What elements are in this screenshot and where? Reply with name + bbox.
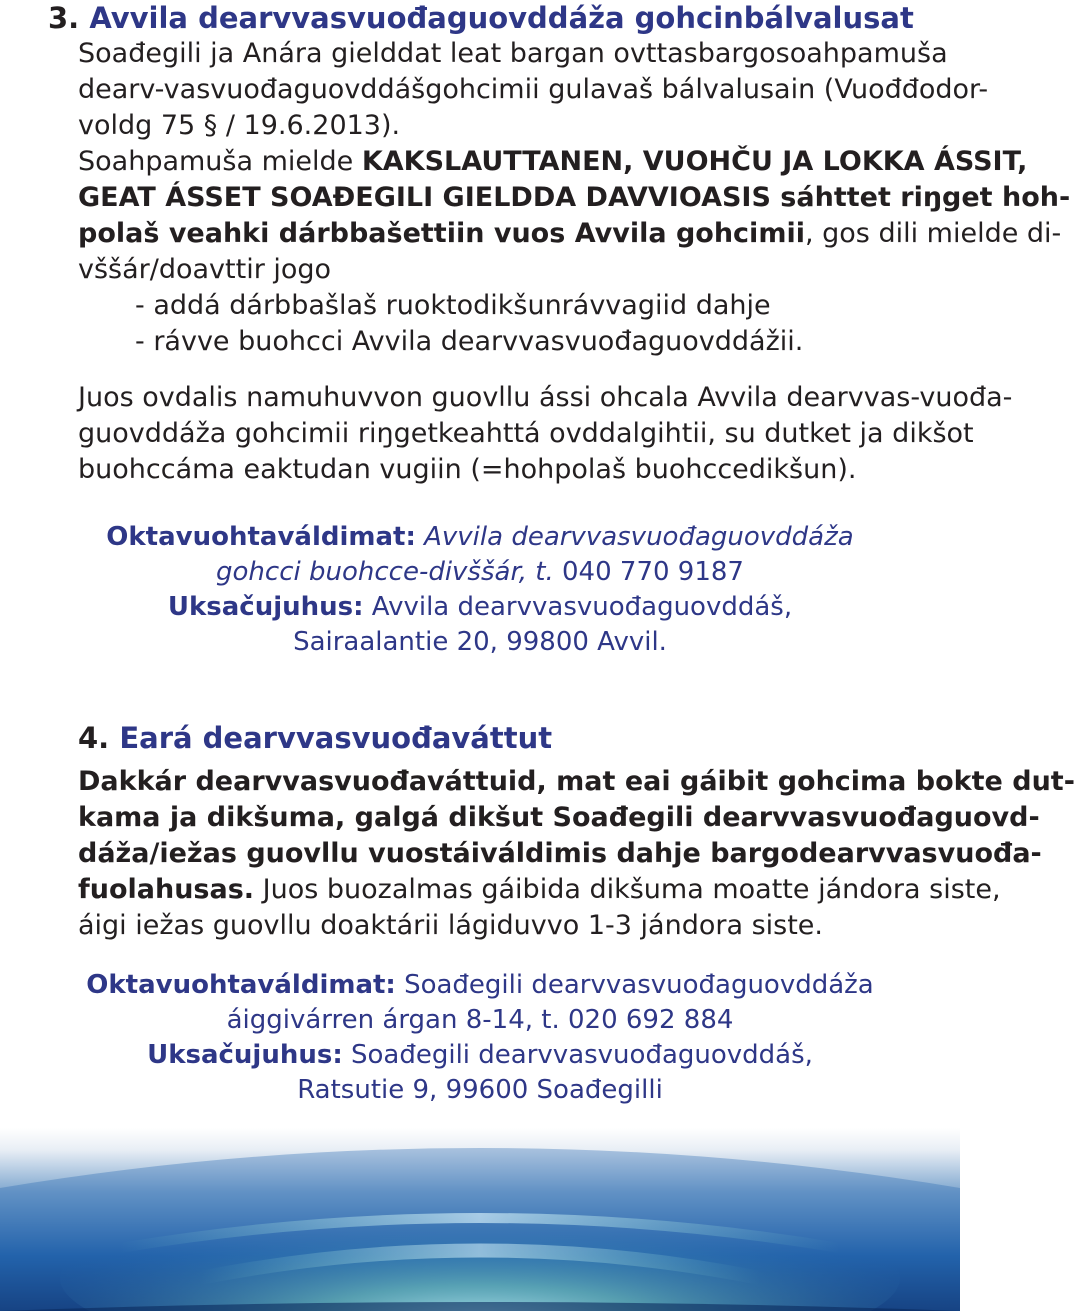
s4-line-4-regular: Juos buozalmas gáibida dikšuma moatte jándora siste, — [254, 874, 1001, 905]
contact4-address: Ratsutie 9, 99600 Soađegilli — [297, 1075, 663, 1105]
contact3-value-1: Avvila dearvvasvuođaguovddáža — [415, 522, 854, 552]
section-4-number: 4. — [78, 721, 110, 755]
para3-line-1: Juos ovdalis namuhuvvon guovllu ássi ohcala Avvila dearvvas-vuođa- — [78, 382, 1013, 413]
contact4-line-3 — [40, 1038, 920, 1073]
para2-line-1-bold: KAKSLAUTTANEN, VUOHČU JA LOKKA ÁSSIT, — [361, 146, 1028, 177]
para2-line-2: GEAT ÁSSET SOAĐEGILI GIELDDA DAVVIOASIS sáhttet riŋget hoh- — [78, 182, 1071, 213]
section-3-contact — [40, 520, 920, 660]
section-4 — [78, 720, 1075, 944]
section-4-contact — [40, 968, 920, 1108]
para2-line-1-regular: Soahpamuša mielde — [78, 146, 362, 177]
section-3-heading — [48, 0, 918, 36]
intro-line-3: voldg 75 § / 19.6.2013). — [78, 110, 401, 141]
contact3-line-2-italic: gohcci buohcce-divššár, t. — [216, 557, 554, 587]
contact3-line-1 — [40, 520, 920, 555]
para2-line-3-bold: polaš veahki dárbbašettiin vuos Avvila gohcimii — [78, 218, 805, 249]
bullet-1: - addá dárbbašlaš ruoktodikšunrávvagiid dahje — [135, 290, 771, 321]
contact4-line-1 — [40, 968, 920, 1003]
para3-line-3: buohccáma eaktudan vugiin (=hohpolaš buohccedikšun). — [78, 454, 857, 485]
para2-line-3 — [78, 216, 1062, 252]
para2-line-4: vššár/doavttir jogo — [78, 254, 332, 285]
contact4-label-2: Uksačujuhus: — [147, 1040, 343, 1070]
aurora-image — [0, 1128, 960, 1311]
s4-line-2: kama ja dikšuma, galgá dikšut Soađegili dearvvasvuođaguovd- — [78, 802, 1040, 833]
contact3-line-2 — [40, 555, 920, 590]
para3-line-2: guovddáža gohcimii riŋgetkeahttá ovddalgihtii, su dutket ja dikšot — [78, 418, 974, 449]
section-3-para3 — [78, 380, 1013, 488]
section-4-title: Eará dearvvasvuođaváttut — [119, 721, 553, 755]
contact3-address: Sairaalantie 20, 99800 Avvil. — [293, 627, 667, 657]
section-3 — [48, 0, 1071, 360]
intro-line-1: Soađegili ja Anára gielddat leat bargan ovttasbargosoahpamuša — [78, 38, 948, 69]
para2-line-1 — [78, 144, 1028, 180]
contact3-phone: 040 770 9187 — [553, 557, 744, 587]
s4-line-1: Dakkár dearvvasvuođaváttuid, mat eai gáibit gohcima bokte dut- — [78, 766, 1075, 797]
s4-line-4-bold: fuolahusas. — [78, 874, 255, 905]
contact3-value-2: Avvila dearvvasvuođaguovddáš, — [363, 592, 793, 622]
bullet-2: - rávve buohcci Avvila dearvvasvuođaguovddážii. — [135, 326, 804, 357]
contact3-line-3 — [40, 590, 920, 625]
s4-line-5: áigi iežas guovllu doaktárii lágiduvvo 1-3 jándora siste. — [78, 910, 823, 941]
para2-line-3-regular: , gos dili mielde di- — [804, 218, 1062, 249]
contact4-value-2: Soađegili dearvvasvuođaguovddáš, — [342, 1040, 813, 1070]
section-3-number: 3. — [48, 1, 80, 35]
s4-line-4 — [78, 872, 1001, 908]
contact4-label-1: Oktavuohtaváldimat: — [86, 970, 396, 1000]
s4-line-3: dáža/iežas guovllu vuostáiváldimis dahje bargodearvvasvuođa- — [78, 838, 1042, 869]
intro-line-2: dearv-vasvuođaguovddášgohcimii gulavaš bálvalusain (Vuođđodor- — [78, 74, 989, 105]
section-4-heading — [78, 720, 918, 756]
section-3-title: Avvila dearvvasvuođaguovddáža gohcinbálvalusat — [89, 1, 914, 35]
contact3-label-1: Oktavuohtaváldimat: — [106, 522, 416, 552]
contact4-value-1: Soađegili dearvvasvuođaguovddáža — [395, 970, 874, 1000]
contact3-label-2: Uksačujuhus: — [167, 592, 364, 622]
contact4-line-2: áiggivárren árgan 8-14, t. 020 692 884 — [226, 1005, 734, 1035]
